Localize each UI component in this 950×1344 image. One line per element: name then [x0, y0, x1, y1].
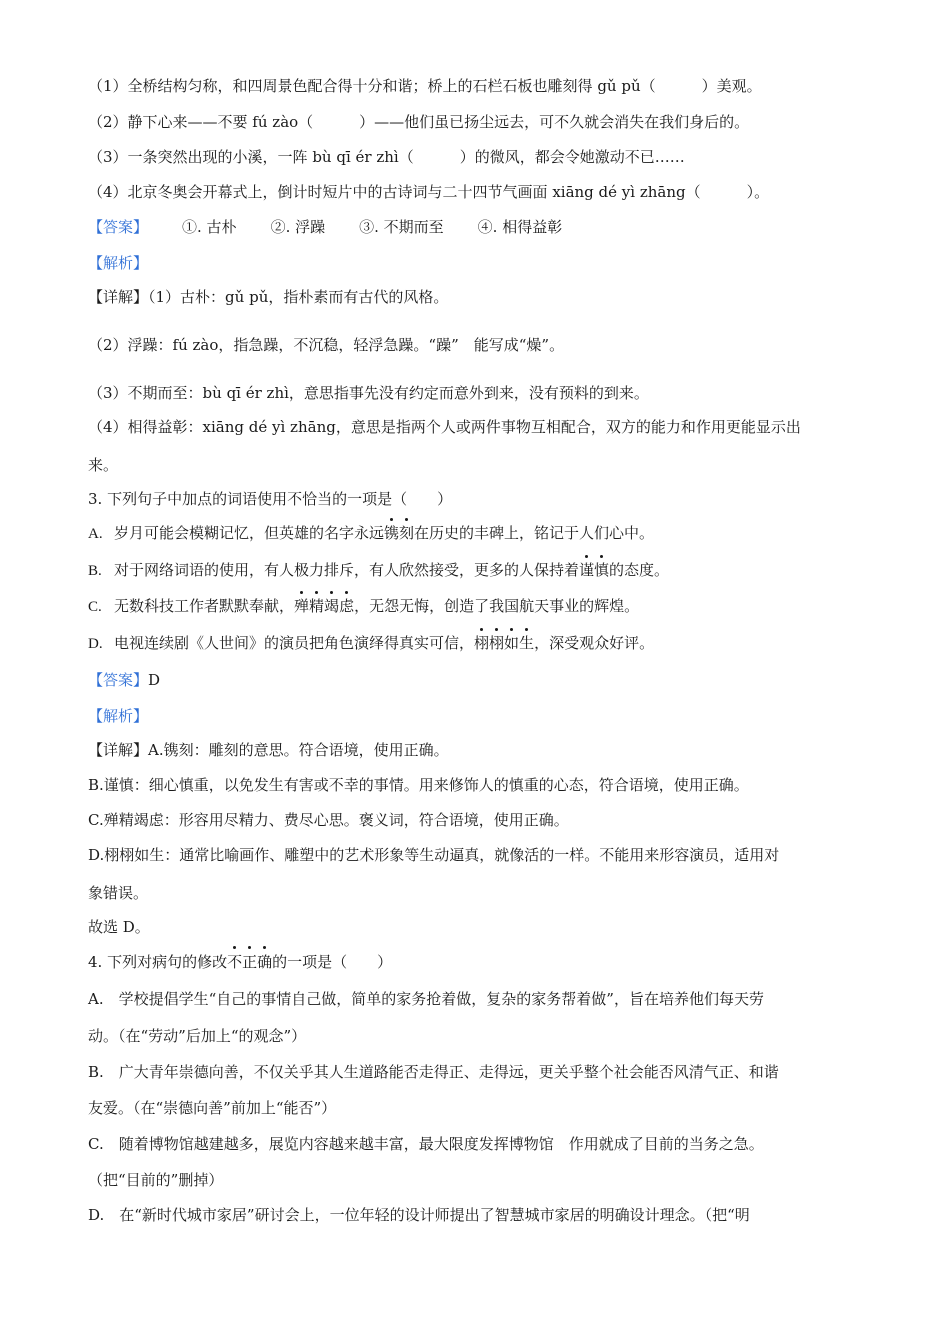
q3-detail-2: B.谨慎：细心慎重，以免发生有害或不幸的事情。用来修饰人的慎重的心态，符合语境，使用正确。 — [88, 776, 749, 794]
dotted-word — [474, 636, 534, 652]
q4-option-c-cont: （把“目前的”删掉） — [88, 1171, 224, 1189]
q2-answer — [88, 217, 562, 237]
q2-detail-2: （2）浮躁：fú zào，指急躁，不沉稳，轻浮急躁。“躁” 能写成“燥”。 — [88, 336, 565, 354]
analysis-tag: 【解析】 — [88, 707, 149, 725]
emphasis-char: 栩 — [474, 636, 490, 652]
detail-text: （1）古朴：gǔ pǔ，指朴素而有古代的风格。 — [148, 288, 449, 306]
answer-value: D — [148, 671, 161, 689]
option-letter: B. — [88, 563, 102, 579]
detail-text: A.镌刻：雕刻的意思。符合语境，使用正确。 — [148, 741, 449, 759]
emphasis-char: 生 — [519, 636, 535, 652]
q2-item-1-text: （1）全桥结构匀称，和四周景色配合得十分和谐；桥上的石栏石板也雕刻得 gǔ pǔ（ — [88, 77, 656, 95]
q2-item-4 — [88, 182, 769, 202]
answer-item: ①. 古朴 — [182, 218, 237, 236]
q2-item-3-text: （3）一条突然出现的小溪，一阵 bù qī ér zhì（ — [88, 148, 414, 166]
q2-item-2-tail: ）——他们虽已扬尘远去，可不久就会消失在我们身后的。 — [359, 113, 750, 131]
q3-option-c — [88, 597, 639, 617]
answer-item: ④. 相得益彰 — [477, 218, 563, 236]
q2-item-4-tail: ）。 — [746, 183, 770, 201]
emphasis-char: 慎 — [594, 563, 610, 579]
q4-option-a-cont: 动。（在“劳动”后加上“的观念”） — [88, 1027, 307, 1045]
answer-tag: 【答案】 — [88, 218, 149, 236]
q3-option-a — [88, 524, 654, 544]
option-letter: A. — [88, 526, 103, 542]
dotted-word — [384, 526, 414, 542]
analysis-tag: 【解析】 — [88, 254, 149, 272]
q4-option-a: A. 学校提倡学生“自己的事情自己做，简单的家务抢着做，复杂的家务帮着做”，旨在培养他们每天劳 — [88, 990, 764, 1008]
emphasis-char: 如 — [504, 636, 520, 652]
dotted-word — [579, 563, 609, 579]
emphasis-char: 竭 — [324, 599, 340, 615]
detail-tag: 【详解】 — [88, 288, 149, 306]
q4-option-b-cont: 友爱。（在“崇德向善”前加上“能否”） — [88, 1099, 337, 1117]
q3-option-d — [88, 634, 654, 654]
option-text: ，深受观众好评。 — [534, 636, 655, 652]
option-text: 电视连续剧《人世间》的演员把角色演绎得真实可信， — [114, 636, 475, 652]
emphasis-char: 栩 — [489, 636, 505, 652]
option-text: 无数科技工作者默默奉献， — [114, 599, 295, 615]
emphasis-char: 虑 — [339, 599, 355, 615]
q2-item-1-tail: ）美观。 — [701, 77, 762, 95]
q4-option-c: C. 随着博物馆越建越多，展览内容越来越丰富，最大限度发挥博物馆 作用就成了目前的当务之急。 — [88, 1135, 764, 1153]
q3-stem: 3. 下列句子中加点的词语使用不恰当的一项是（ ） — [88, 490, 453, 508]
q3-detail-4-cont: 象错误。 — [88, 884, 149, 902]
option-text: 的态度。 — [609, 563, 670, 579]
answer-item: ③. 不期而至 — [359, 218, 444, 236]
option-text: ，无怨无悔，创造了我国航天事业的辉煌。 — [354, 599, 640, 615]
emphasis-char: 不 — [227, 953, 243, 971]
q2-item-4-text: （4）北京冬奥会开幕式上，倒计时短片中的古诗词与二十四节气画面 xiāng dé yì zhāng（ — [88, 183, 701, 201]
dotted-word — [294, 599, 354, 615]
q3-detail-4: D.栩栩如生：通常比喻画作、雕塑中的艺术形象等生动逼真，就像活的一样。不能用来形容演员，适用对 — [88, 846, 780, 864]
q2-detail-4-cont: 来。 — [88, 456, 119, 474]
emphasis-char: 精 — [309, 599, 325, 615]
q2-item-2 — [88, 112, 749, 132]
option-letter: C. — [88, 599, 102, 615]
q4-option-b: B. 广大青年崇德向善，不仅关乎其人生道路能否走得正、走得远，更关乎整个社会能否风清气正、和谐 — [88, 1063, 779, 1081]
emphasis-char: 正 — [242, 953, 258, 971]
dotted-word — [227, 953, 272, 971]
q3-choose: 故选 D。 — [88, 918, 150, 936]
q2-item-3-tail: ）的微风，都会令她激动不已…… — [459, 148, 685, 166]
option-text: 对于网络词语的使用，有人极力排斥，有人欣然接受，更多的人保持着 — [114, 563, 580, 579]
q2-item-3 — [88, 147, 685, 167]
q2-item-1 — [88, 76, 762, 96]
emphasis-char: 殚 — [294, 599, 310, 615]
stem-text: 的一项是（ ） — [272, 953, 393, 971]
detail-tag: 【详解】 — [88, 741, 149, 759]
option-letter: D. — [88, 636, 103, 652]
q2-detail-1 — [88, 287, 448, 307]
emphasis-char: 确 — [257, 953, 273, 971]
option-text: 在历史的丰碑上，铭记于人们心中。 — [414, 526, 655, 542]
stem-text: 4. 下列对病句的修改 — [88, 953, 228, 971]
q3-detail-3: C.殚精竭虑：形容用尽精力、费尽心思。褒义词，符合语境，使用正确。 — [88, 811, 569, 829]
q4-stem — [88, 952, 392, 972]
emphasis-char: 镌 — [384, 526, 400, 542]
q3-answer — [88, 670, 160, 690]
q2-detail-3: （3）不期而至：bù qī ér zhì，意思指事先没有约定而意外到来，没有预料的到来。 — [88, 384, 649, 402]
q2-detail-4: （4）相得益彰：xiāng dé yì zhāng，意思是指两个人或两件事物互相配合，双方的能力和作用更能显示出 — [88, 418, 801, 436]
emphasis-char: 谨 — [579, 563, 595, 579]
q4-option-d: D. 在“新时代城市家居”研讨会上，一位年轻的设计师提出了智慧城市家居的明确设计理念。（把“明 — [88, 1206, 750, 1224]
answer-item: ②. 浮躁 — [270, 218, 326, 236]
emphasis-char: 刻 — [399, 526, 415, 542]
q2-item-2-text: （2）静下心来——不要 fú zào（ — [88, 113, 314, 131]
answer-tag: 【答案】 — [88, 671, 149, 689]
q3-detail-1 — [88, 740, 449, 760]
option-text: 岁月可能会模糊记忆，但英雄的名字永远 — [114, 526, 385, 542]
q3-option-b — [88, 561, 669, 581]
